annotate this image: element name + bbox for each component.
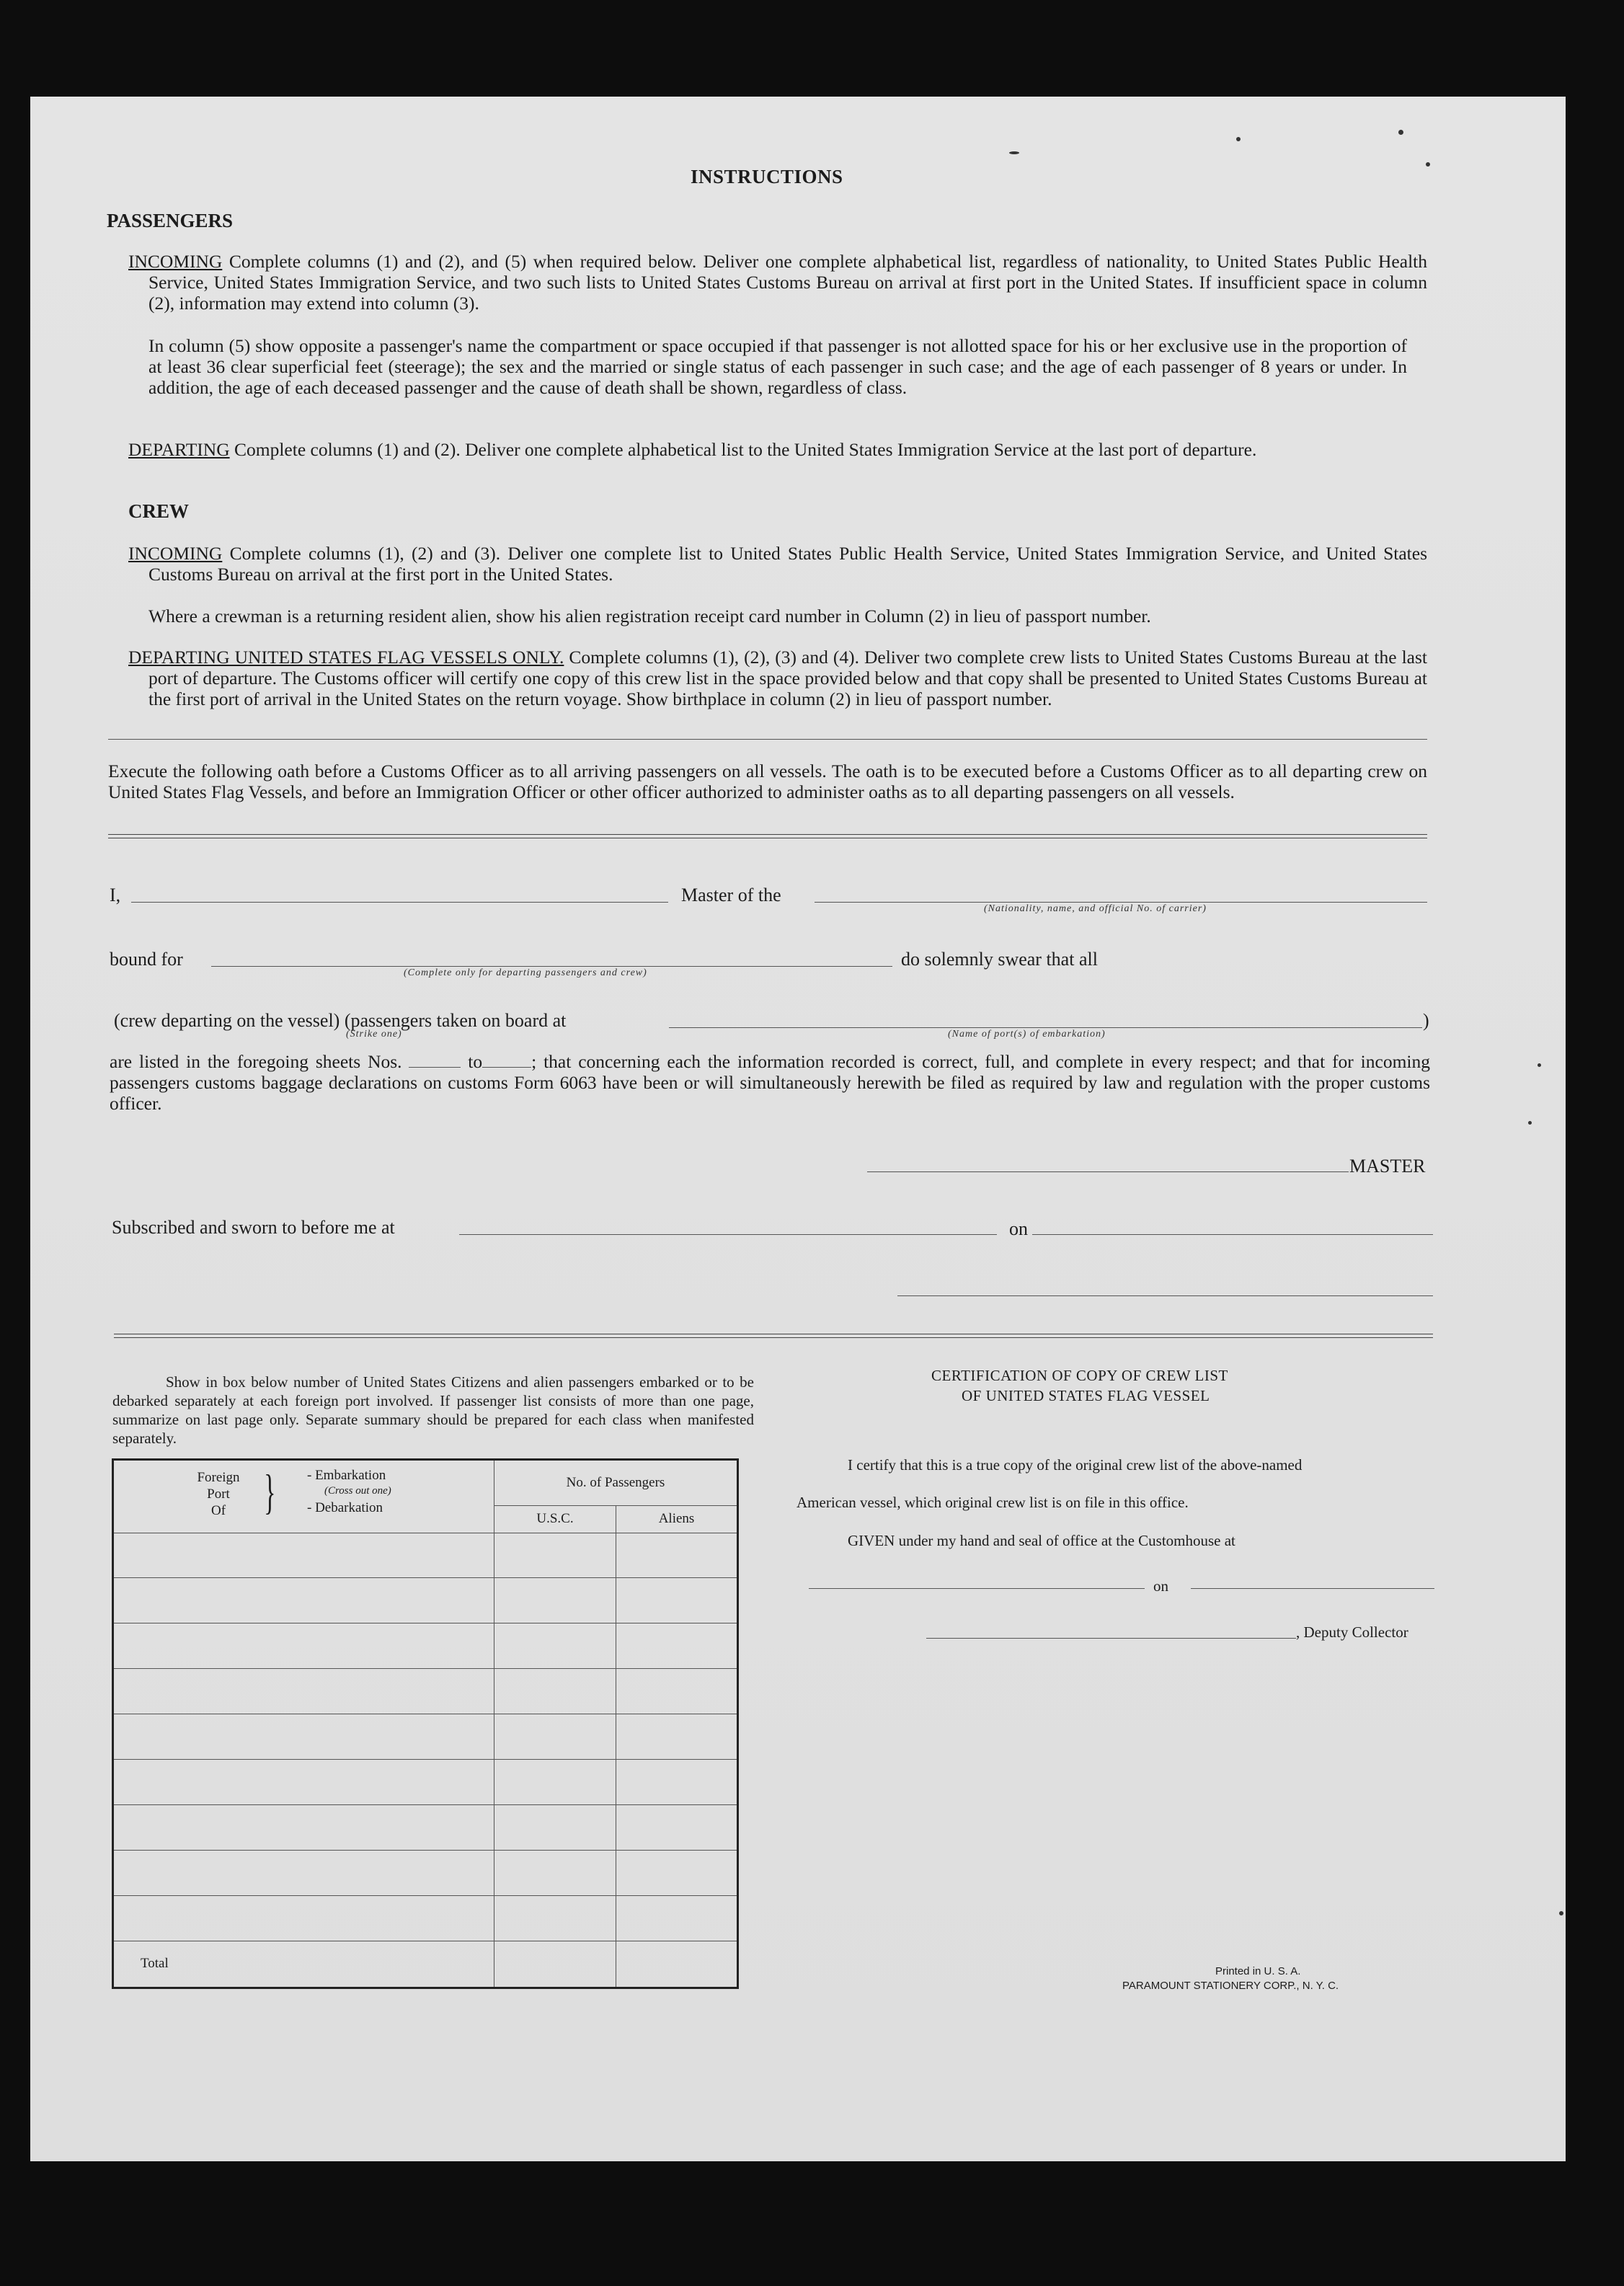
- aliens-header: Aliens: [616, 1506, 738, 1533]
- port-cell[interactable]: [113, 1851, 494, 1896]
- table-row: [113, 1851, 738, 1896]
- sheet-to-field[interactable]: [482, 1055, 531, 1068]
- returning-resident-paragraph: Where a crewman is a returning resident alien, show his alien registration receipt card number in Column (2) in lieu of passport number.: [148, 606, 1151, 626]
- crew-departing-label: DEPARTING UNITED STATES FLAG VESSELS ONLY.: [128, 647, 564, 668]
- master-signature-line[interactable]: [867, 1171, 1349, 1172]
- total-label: Total: [113, 1941, 494, 1988]
- strike-one-hint: (Strike one): [346, 1029, 402, 1040]
- crew-incoming-paragraph: [128, 543, 1427, 585]
- instructions-title: INSTRUCTIONS: [691, 166, 843, 187]
- ports-field[interactable]: [669, 1027, 1422, 1028]
- aliens-cell[interactable]: [616, 1805, 738, 1851]
- column5-paragraph: In column (5) show opposite a passenger's name the compartment or space occupied if that passenger is not allotted space for his or her exclusive use in the proportion of at least 36 clear superficial feet (steerage); the sex and the married or single status of each passenger in such case; and the age of each passenger of 8 years or under. In addition, the age of each deceased passenger and the cause of death shall be shown, regardless of class.: [148, 335, 1407, 398]
- usc-cell[interactable]: [494, 1578, 616, 1623]
- bound-for-label: bound for: [110, 949, 183, 970]
- printer-line-1: Printed in U. S. A.: [1215, 1965, 1301, 1977]
- passengers-incoming-label: INCOMING: [128, 251, 223, 272]
- port-cell[interactable]: [113, 1895, 494, 1941]
- aliens-cell[interactable]: [616, 1669, 738, 1714]
- scan-speck: [1559, 1911, 1563, 1915]
- carrier-field[interactable]: [815, 902, 1427, 903]
- summary-instructions: Show in box below number of United States Citizens and alien passengers embarked or to be debarked separately at each foreign port involved. If passenger list consists of more than one page, summarize on last page only. Separate summary should be prepared for each class when manifested separately.: [112, 1373, 754, 1447]
- listed-rest: ; that concerning each the information recorded is correct, full, and complete in every respect; and that for incoming passengers customs baggage declarations on customs Form 6063 have been or will simultaneously herewith be filed as required by law and regulation with the proper customs officer.: [110, 1051, 1430, 1114]
- certify-line-2: American vessel, which original crew list is on file in this office.: [797, 1494, 1189, 1511]
- table-row: [113, 1714, 738, 1760]
- certification-title-2: OF UNITED STATES FLAG VESSEL: [962, 1387, 1210, 1404]
- table-row: [113, 1895, 738, 1941]
- deputy-signature-line[interactable]: [926, 1638, 1296, 1639]
- debarkation-label: - Debarkation: [307, 1500, 383, 1515]
- usc-cell[interactable]: [494, 1805, 616, 1851]
- usc-header: U.S.C.: [494, 1506, 616, 1533]
- aliens-cell[interactable]: [616, 1714, 738, 1760]
- ports-hint: (Name of port(s) of embarkation): [948, 1029, 1106, 1040]
- total-row: [113, 1941, 738, 1988]
- listed-paragraph: [110, 1051, 1430, 1114]
- master-label: MASTER: [1349, 1156, 1426, 1177]
- cross-out-hint: (Cross out one): [324, 1485, 391, 1497]
- lower-double-rule: [114, 1334, 1433, 1338]
- aliens-cell[interactable]: [616, 1533, 738, 1578]
- aliens-cell[interactable]: [616, 1760, 738, 1805]
- port-cell[interactable]: [113, 1533, 494, 1578]
- carrier-hint: (Nationality, name, and official No. of carrier): [984, 903, 1207, 914]
- to-label: to: [468, 1051, 483, 1072]
- printer-line-2: PARAMOUNT STATIONERY CORP., N. Y. C.: [1122, 1980, 1339, 1992]
- port-cell[interactable]: [113, 1669, 494, 1714]
- crew-incoming-label: INCOMING: [128, 543, 223, 564]
- of-word: Of: [210, 1503, 226, 1518]
- customhouse-field[interactable]: [809, 1588, 1145, 1589]
- subscribed-label: Subscribed and sworn to before me at: [112, 1217, 395, 1238]
- port-header-cell: [113, 1460, 494, 1533]
- foreign-port-of: [190, 1469, 247, 1519]
- passenger-summary-table: [112, 1458, 739, 1989]
- passengers-heading: PASSENGERS: [107, 210, 234, 231]
- table-row: [113, 1760, 738, 1805]
- port-cell[interactable]: [113, 1714, 494, 1760]
- port-cell[interactable]: [113, 1805, 494, 1851]
- scan-speck: [1009, 151, 1019, 154]
- deputy-collector-label: , Deputy Collector: [1296, 1623, 1408, 1641]
- port-cell[interactable]: [113, 1760, 494, 1805]
- embarkation-label: - Embarkation: [307, 1468, 386, 1483]
- total-usc-cell[interactable]: [494, 1941, 616, 1988]
- swear-label: do solemnly swear that all: [901, 949, 1098, 970]
- certify-line-1: I certify that this is a true copy of the original crew list of the above-named: [848, 1456, 1303, 1474]
- scan-speck: [1236, 137, 1241, 141]
- port-cell[interactable]: [113, 1623, 494, 1669]
- bound-for-hint: (Complete only for departing passengers and crew): [404, 967, 647, 978]
- passengers-departing-text: Complete columns (1) and (2). Deliver one complete alphabetical list to the United States Immigration Service at the last port of departure.: [229, 439, 1257, 460]
- table-row: [113, 1805, 738, 1851]
- usc-cell[interactable]: [494, 1533, 616, 1578]
- usc-cell[interactable]: [494, 1714, 616, 1760]
- oath-double-rule: [108, 834, 1427, 838]
- given-line: GIVEN under my hand and seal of office at the Customhouse at: [848, 1532, 1235, 1549]
- aliens-cell[interactable]: [616, 1895, 738, 1941]
- usc-cell[interactable]: [494, 1669, 616, 1714]
- table-row: [113, 1623, 738, 1669]
- crew-departing-text: Complete columns (1), (2), (3) and (4). Deliver two complete crew lists to United States Customs Bureau at the last port of departure. The Customs officer will certify one copy of this crew list in the space provided below and that copy shall be presented to United States Customs Bureau at the first port of arrival in the United States on the return voyage. Show birthplace in column (2) in lieu of passport number.: [148, 647, 1427, 709]
- scan-speck: [1538, 1063, 1541, 1067]
- cert-on-label: on: [1153, 1577, 1168, 1595]
- scan-speck: [1398, 130, 1403, 135]
- officer-signature-line[interactable]: [897, 1295, 1433, 1296]
- aliens-cell[interactable]: [616, 1851, 738, 1896]
- brace-icon: }: [264, 1464, 276, 1519]
- port-word: Port: [207, 1487, 230, 1502]
- foreign-word: Foreign: [197, 1470, 240, 1485]
- subscribed-place-field[interactable]: [459, 1234, 997, 1235]
- subscribed-date-field[interactable]: [1032, 1234, 1433, 1235]
- subscribed-on-label: on: [1009, 1218, 1028, 1239]
- usc-cell[interactable]: [494, 1851, 616, 1896]
- usc-cell[interactable]: [494, 1895, 616, 1941]
- table-row: [113, 1669, 738, 1714]
- listed-prefix: are listed in the foregoing sheets Nos.: [110, 1051, 402, 1072]
- crew-departing-label: (crew departing on the vessel) (passengers taken on board at: [114, 1010, 567, 1031]
- usc-cell[interactable]: [494, 1760, 616, 1805]
- certification-title-1: CERTIFICATION OF COPY OF CREW LIST: [931, 1367, 1228, 1384]
- passengers-departing-paragraph: [128, 439, 1427, 460]
- scan-speck: [1528, 1121, 1532, 1125]
- crew-heading: CREW: [128, 500, 190, 522]
- crew-departing-paragraph: [128, 647, 1427, 709]
- table-row: [113, 1533, 738, 1578]
- table-row: [113, 1578, 738, 1623]
- scan-speck: [1426, 162, 1430, 167]
- close-paren: ): [1423, 1010, 1429, 1031]
- passengers-departing-label: DEPARTING: [128, 439, 230, 460]
- section-divider: [108, 739, 1427, 740]
- master-name-field[interactable]: [131, 902, 668, 903]
- cert-date-field[interactable]: [1191, 1588, 1434, 1589]
- crew-incoming-text: Complete columns (1), (2) and (3). Deliver one complete list to United States Public Health Service, United States Immigration Service, and United States Customs Bureau on arrival at the first port in the United States.: [148, 543, 1427, 585]
- aliens-cell[interactable]: [616, 1623, 738, 1669]
- oath-i-label: I,: [110, 885, 121, 905]
- sheet-from-field[interactable]: [409, 1055, 461, 1068]
- bound-for-field[interactable]: [211, 966, 892, 967]
- aliens-cell[interactable]: [616, 1578, 738, 1623]
- passengers-incoming-paragraph: [128, 251, 1427, 314]
- total-aliens-cell[interactable]: [616, 1941, 738, 1988]
- port-cell[interactable]: [113, 1578, 494, 1623]
- usc-cell[interactable]: [494, 1623, 616, 1669]
- passengers-incoming-text: Complete columns (1) and (2), and (5) when required below. Deliver one complete alphabetical list, regardless of nationality, to United States Public Health Service, United States Immigration Service, and two such lists to United States Customs Bureau on arrival at first port in the United States. If insufficient space in column (2), information may extend into column (3).: [148, 251, 1427, 314]
- no-of-passengers-header: No. of Passengers: [494, 1460, 738, 1506]
- master-of-the-label: Master of the: [681, 885, 781, 905]
- oath-intro-paragraph: Execute the following oath before a Customs Officer as to all arriving passengers on all vessels. The oath is to be executed before a Customs Officer as to all departing crew on United States Flag Vessels, and before an Immigration Officer or other officer authorized to administer oaths as to all departing passengers on all vessels.: [108, 761, 1427, 802]
